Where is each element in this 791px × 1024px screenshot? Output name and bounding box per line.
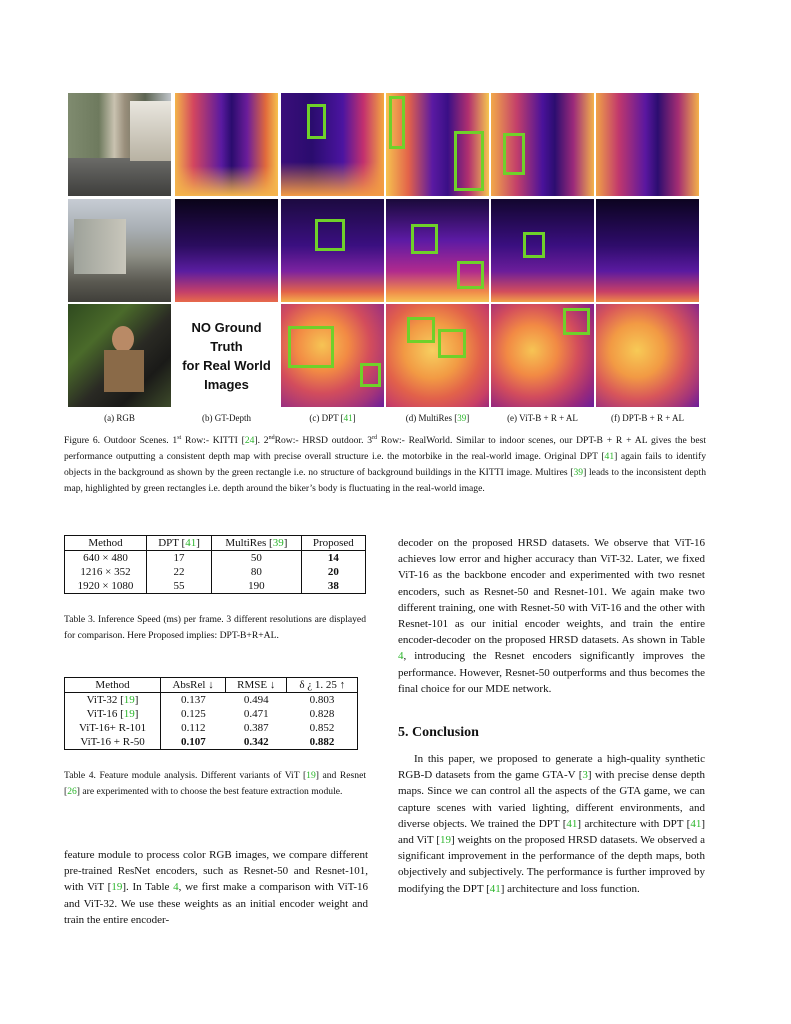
table-row (65, 551, 366, 566)
kitti-rgb-image (68, 93, 171, 196)
green-highlight-box (411, 224, 438, 254)
gt-placeholder-line: for Real World (182, 357, 271, 373)
table-reference-link[interactable]: 4 (173, 881, 179, 894)
table-cell: 80 (212, 565, 302, 579)
subcaption-multires: (d) MultiRes [39] (405, 413, 470, 423)
table-row (65, 565, 366, 579)
subcaption-rgb: (a) RGB (104, 413, 135, 423)
right-column-paragraph: decoder on the proposed HRSD datasets. We observe that ViT-16 achieves low error and higher accuracy than ViT-32. Later, we fixed ViT-16 as the backbone encoder and experimented with two resnet encoders, such as Resnet-50 and Resnet-101. We again make two different training, one with Resnet-50 with ViT-16 and the other with Resnet-101 as our initial encoder weights, and train the entire encoder-decoder on the proposed HRSD datasets. As shown in Table 4, introducing the Resnet encoders significantly improves the performance. However, Resnet-50 outperforms and thus becomes the final choice for our MDE network. (398, 537, 705, 695)
table-header: DPT [41] (146, 536, 211, 551)
citation-link[interactable]: 41 (566, 817, 578, 830)
conclusion-paragraph: In this paper, we proposed to generate a high-quality synthetic RGB-D datasets from the game GTA-V [3] with precise dense depth maps. Since we can control all the aspects of the GTA game, we can capture scenes with varied lighting, different environments, and diverse objects. We trained the DPT [41] architecture with DPT [41] and ViT [19] weights on the proposed HRSD datasets. We observed a significant improvement in the performance of the depth maps, both objectively and subjectively. The performance is further improved by modifying the DPT [41] architecture and loss function. (398, 753, 706, 895)
citation-link[interactable]: 3 (582, 769, 588, 782)
table-header: MultiRes [39] (212, 536, 302, 551)
kitti-dpt-b-image (596, 93, 699, 196)
green-highlight-box (307, 104, 326, 139)
table-cell: 50 (212, 551, 302, 566)
table-4-feature-module (64, 677, 358, 750)
table-cell: 0.387 (243, 722, 269, 734)
table-row (65, 693, 358, 708)
citation-link[interactable]: 19 (306, 770, 316, 781)
table-header: δ ¿ 1. 25 ↑ (287, 678, 358, 693)
table-cell: ViT-32 [19] (65, 693, 161, 708)
table-header-row (65, 678, 358, 693)
table-header-row (65, 536, 366, 551)
green-highlight-box (315, 219, 345, 251)
table-4-caption: Table 4. Feature module analysis. Different variants of ViT [19] and Resnet [26] are experimented with to choose the best feature extraction module. (64, 770, 366, 797)
left-column-paragraph: feature module to process color RGB images, we compare different pre-trained ResNet encoders, such as Resnet-50 and Resnet-101, with ViT [19]. In Table 4, we first make a comparison with ViT-16 and ViT-32. We use these weights as an initial encoder weight and train the entire encoder- (64, 849, 368, 926)
table-cell: 640 × 480 (65, 551, 147, 566)
table-cell: 0.494 (243, 694, 269, 706)
subcaption-dpt: (c) DPT [41] (309, 413, 356, 423)
kitti-gt-depth-image (175, 93, 278, 196)
citation-link[interactable]: 26 (67, 785, 77, 797)
table-reference-link[interactable]: 4 (398, 650, 404, 663)
table-cell: 17 (146, 551, 211, 566)
citation-link[interactable]: 39 (573, 466, 584, 478)
citation-link[interactable]: 19 (439, 834, 451, 847)
section-heading-conclusion: 5. Conclusion (398, 725, 479, 740)
table-header: RMSE ↓ (226, 678, 287, 693)
table-cell: 0.107 (180, 736, 206, 748)
subcaption-gt-depth: (b) GT-Depth (202, 413, 251, 423)
green-highlight-box (457, 261, 484, 289)
table-row (65, 735, 358, 750)
table-cell: 55 (146, 579, 211, 594)
table-cell: ViT-16 [19] (65, 707, 161, 721)
table-cell: ViT-16+ R-101 (65, 721, 161, 735)
table-cell: 1920 × 1080 (65, 579, 147, 594)
table-cell: 0.803 (287, 693, 358, 708)
table-cell: 22 (146, 565, 211, 579)
green-highlight-box (523, 232, 545, 258)
table-cell: ViT-16 + R-50 (65, 735, 161, 750)
table-cell: 0.852 (287, 721, 358, 735)
table-cell: 0.112 (181, 722, 206, 734)
green-highlight-box (563, 308, 590, 335)
gt-placeholder-line: NO Ground Truth (191, 319, 262, 354)
green-highlight-box (389, 96, 405, 149)
table-cell: 190 (212, 579, 302, 594)
table-cell: 0.125 (180, 708, 206, 720)
green-highlight-box (503, 133, 525, 175)
citation-link[interactable]: 41 (185, 537, 197, 549)
citation-link[interactable]: 19 (123, 694, 135, 706)
table-row (65, 707, 358, 721)
table-3-inference-speed (64, 535, 366, 594)
green-highlight-box (360, 363, 381, 387)
table-cell: 0.471 (243, 708, 269, 720)
hrsd-gt-depth-image (175, 199, 278, 302)
table-header: Method (65, 678, 161, 693)
table-cell: 1216 × 352 (65, 565, 147, 579)
hrsd-dpt-b-image (596, 199, 699, 302)
table-3-caption: Table 3. Inference Speed (ms) per frame. 3 different resolutions are displayed for comparison. Here Proposed implies: DPT-B+R+AL. (64, 614, 366, 641)
table-header: Proposed (301, 536, 365, 551)
citation-link[interactable]: 41 (489, 882, 501, 895)
citation-link[interactable]: 41 (604, 450, 615, 462)
subcaption-vit-b: (e) ViT-B + R + AL (507, 413, 578, 423)
citation-link[interactable]: 41 (690, 817, 702, 830)
green-highlight-box (454, 131, 484, 191)
citation-link[interactable]: 19 (123, 708, 135, 720)
figure-6-caption: Figure 6. Outdoor Scenes. 1st Row:- KITTI [24]. 2ndRow:- HRSD outdoor. 3rd Row:- RealWorld. Similar to indoor scenes, our DPT-B + R + AL gives the best performance outputting a consistent depth map with precise overall structure i.e. the motorbike in the real-world image. Original DPT [41] again fails to identify objects in the background as shown by the green rectangle i.e. no structure of background buildings in the KITTI image. Multires [39] leads to the inconsistent depth map, highlighted by green rectangles i.e. depth around the biker’s body is fluctuating in the real-world image. (64, 435, 706, 494)
citation-link[interactable]: 41 (343, 413, 353, 423)
kitti-dpt-image (281, 93, 384, 196)
table-cell: 0.828 (287, 707, 358, 721)
subcaption-dpt-b: (f) DPT-B + R + AL (610, 413, 685, 423)
table-header: AbsRel ↓ (161, 678, 226, 693)
realworld-rgb-image (68, 304, 171, 407)
no-ground-truth-placeholder (175, 304, 278, 407)
table-cell: 38 (301, 579, 365, 594)
hrsd-rgb-image (68, 199, 171, 302)
green-highlight-box (407, 317, 435, 343)
gt-placeholder-line: Images (204, 376, 249, 392)
green-highlight-box (288, 326, 334, 368)
citation-link[interactable]: 39 (457, 413, 467, 423)
green-highlight-box (438, 329, 466, 358)
table-row (65, 579, 366, 594)
table-header: Method (65, 536, 147, 551)
table-row (65, 721, 358, 735)
table-cell: 0.137 (180, 694, 206, 706)
citation-link[interactable]: 39 (272, 537, 284, 549)
table-cell: 0.342 (243, 736, 269, 748)
citation-link[interactable]: 24 (244, 435, 255, 447)
table-cell: 14 (301, 551, 365, 566)
citation-link[interactable]: 19 (111, 881, 123, 894)
table-cell: 20 (301, 565, 365, 579)
realworld-dpt-b-image (596, 304, 699, 407)
table-cell: 0.882 (287, 735, 358, 750)
